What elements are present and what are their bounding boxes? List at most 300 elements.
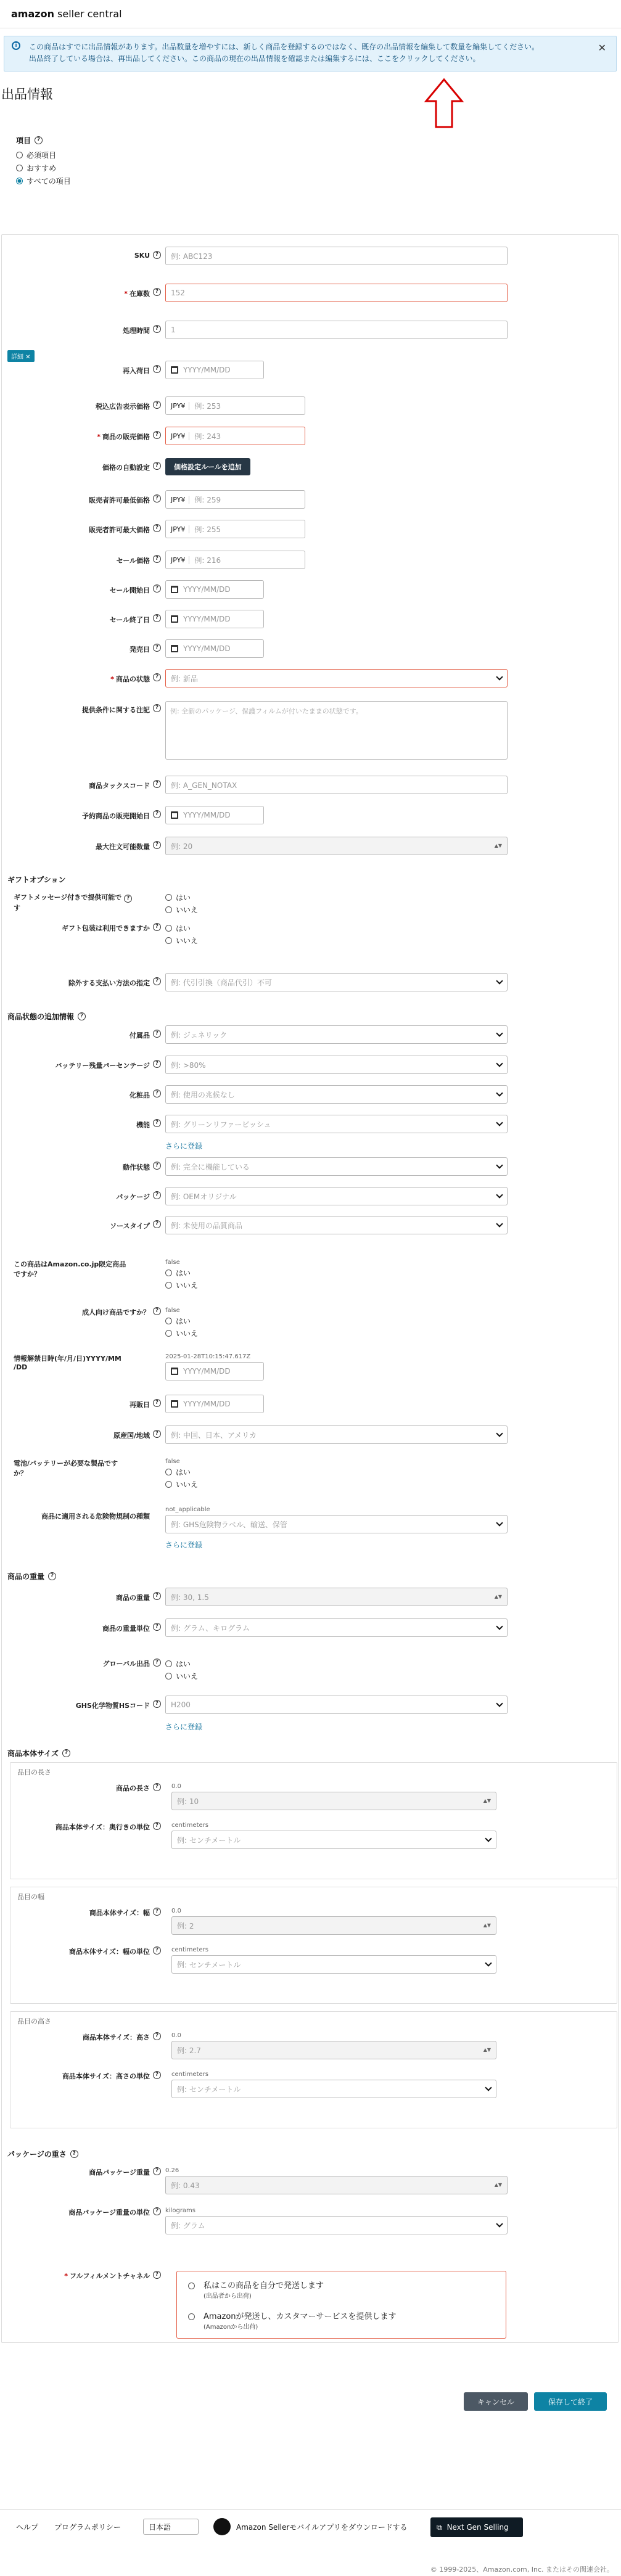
section-label: 商品状態の追加情報: [7, 1012, 75, 1021]
radio-label: いいえ: [176, 906, 199, 914]
package-weight-section-title: [7, 2149, 78, 2159]
quantity-input[interactable]: 152: [165, 284, 508, 302]
spinner-icon[interactable]: ▲▼: [483, 1922, 491, 1928]
list-price-input[interactable]: [165, 396, 305, 415]
calendar-icon[interactable]: [171, 1400, 178, 1408]
hazmat-select[interactable]: [165, 1515, 508, 1533]
option-label: 私はこの商品を自分で発送します: [204, 2281, 324, 2291]
help-icon[interactable]: ?: [153, 1946, 161, 1955]
height-unit-hint: centimeters: [171, 2071, 208, 2078]
chevron-down-icon: [496, 1519, 503, 1526]
sale-start-input[interactable]: [165, 580, 264, 599]
battery-required-radios: [165, 1467, 198, 1491]
chevron-down-icon: [496, 1430, 503, 1437]
section-label: 商品本体サイズ: [7, 1749, 59, 1758]
payment-exclusion-label: 除外する支払い方法の指定: [68, 979, 150, 987]
red-arrow-annotation: [424, 78, 464, 129]
adult-hint: false: [165, 1307, 180, 1314]
option-label: Amazonが発送し、カスタマーサービスを提供します: [204, 2312, 397, 2321]
date-placeholder: YYYY/MM/DD: [183, 366, 231, 374]
select-value: 例: 未使用の品質商品: [171, 1221, 242, 1230]
hazmat-hint: not_applicable: [165, 1506, 210, 1513]
logo-main: amazon: [11, 8, 54, 20]
calendar-icon[interactable]: [171, 811, 178, 819]
reorder-date-input[interactable]: [165, 1395, 264, 1413]
tax-code-input[interactable]: 例: A_GEN_NOTAX: [165, 776, 508, 794]
help-icon[interactable]: ?: [153, 1783, 161, 1791]
language-value: 日本語: [149, 2523, 171, 2532]
add-more-link[interactable]: さらに登録: [165, 1541, 203, 1549]
page-title: 出品情報: [1, 88, 53, 102]
spinner-icon[interactable]: ▲▼: [483, 1798, 491, 1803]
help-link[interactable]: ヘルプ: [16, 2523, 39, 2532]
cosmetic-select[interactable]: [165, 1085, 508, 1104]
help-icon[interactable]: ?: [153, 1623, 161, 1631]
number-placeholder: 例: 2.7: [177, 2046, 201, 2055]
release-date-input[interactable]: [165, 639, 264, 658]
min-price-label: 販売者許可最低価格: [89, 496, 150, 504]
width-hint: 0.0: [171, 1908, 181, 1914]
battery-select[interactable]: [165, 1056, 508, 1074]
gift-message-radios: [165, 892, 198, 917]
condition-label-text: 商品の状態: [116, 675, 150, 683]
sku-input[interactable]: 例: ABC123: [165, 247, 508, 265]
condition-note-label: 提供条件に関する注記: [82, 706, 150, 714]
height-unit-select[interactable]: [171, 2080, 496, 2098]
mode-option-label: おすすめ: [27, 164, 57, 173]
help-icon[interactable]: ?: [153, 462, 161, 470]
radio-label: いいえ: [176, 1480, 199, 1489]
weight-unit-select[interactable]: [165, 1618, 508, 1637]
chevron-down-icon: [496, 1030, 503, 1036]
select-value: 例: >80%: [171, 1060, 206, 1070]
package-weight-unit-label: 商品パッケージ重量の単位: [68, 2209, 150, 2217]
chevron-down-icon: [496, 1191, 503, 1198]
help-icon[interactable]: ?: [153, 1307, 161, 1315]
weight-unit-label: 商品の重量単位: [102, 1625, 150, 1633]
help-icon[interactable]: ?: [153, 923, 161, 931]
help-icon[interactable]: ?: [78, 1012, 86, 1020]
weight-value-input[interactable]: [165, 1588, 508, 1606]
help-icon[interactable]: ?: [153, 644, 161, 652]
help-icon[interactable]: ?: [153, 2071, 161, 2079]
help-icon[interactable]: ?: [153, 1908, 161, 1916]
help-icon[interactable]: ?: [153, 401, 161, 409]
operation-select[interactable]: [165, 1157, 508, 1176]
operation-label: 動作状態: [123, 1163, 150, 1171]
number-placeholder: 例: 0.43: [171, 2181, 200, 2190]
list-price-label: 税込広告表示価格: [96, 403, 150, 411]
mode-option-recommended[interactable]: [16, 163, 71, 173]
radio-icon[interactable]: [165, 1270, 172, 1276]
width-title: 品目の幅: [17, 1893, 44, 1901]
your-price-input[interactable]: [165, 427, 305, 445]
info-update-label-2: /DD: [14, 1363, 28, 1371]
radio-icon[interactable]: [165, 1469, 172, 1475]
save-and-finish-button[interactable]: 保存して終了: [534, 2392, 607, 2411]
battery-required-label-1: 電池/バッテリーが必要な製品です: [14, 1459, 118, 1467]
mode-option-label: すべての項目: [27, 177, 71, 186]
radio-icon[interactable]: [165, 925, 172, 932]
battery-required-label: [14, 1458, 162, 1478]
radio-icon[interactable]: [188, 2283, 195, 2289]
chevron-down-icon: [496, 1060, 503, 1067]
ghs-select[interactable]: [165, 1696, 508, 1714]
exclusive-label: [14, 1259, 162, 1279]
length-unit-select[interactable]: [171, 1831, 496, 1849]
info-alert: [4, 36, 617, 72]
radio-icon[interactable]: [165, 937, 172, 944]
help-icon[interactable]: ?: [35, 136, 43, 144]
radio-icon[interactable]: [165, 1318, 172, 1324]
radio-label: はい: [176, 1317, 191, 1326]
adult-radios: [165, 1316, 198, 1340]
reorder-date-label: 再販日: [130, 1401, 150, 1409]
radio-icon[interactable]: [16, 165, 23, 171]
condition-label: * 商品の状態: [110, 675, 150, 683]
tax-code-label: 商品タックスコード: [89, 782, 150, 790]
exclusive-radios: [165, 1268, 198, 1292]
gift-wrap-label: ギフト包装は利用できますか: [62, 924, 150, 932]
adult-label: 成人向け商品ですか？: [82, 1308, 150, 1316]
handling-time-input[interactable]: 1: [165, 321, 508, 339]
select-value: 例: センチメートル: [177, 2085, 241, 2094]
length-panel: [10, 1762, 617, 1879]
close-icon[interactable]: ✕: [598, 42, 606, 54]
radio-icon[interactable]: [165, 906, 172, 913]
number-placeholder: 例: 30, 1.5: [171, 1593, 209, 1602]
field-mode-selector: [16, 135, 71, 189]
radio-icon[interactable]: [165, 1481, 172, 1488]
origin-label: 原産国/地域: [113, 1432, 150, 1440]
help-icon[interactable]: ?: [153, 494, 161, 502]
help-icon[interactable]: ?: [153, 1399, 161, 1407]
length-title: 品目の長さ: [17, 1768, 51, 1776]
amazon-seller-central-logo[interactable]: [11, 8, 122, 20]
help-icon[interactable]: ?: [153, 1822, 161, 1830]
width-unit-hint: centimeters: [171, 1946, 208, 1953]
height-panel: [10, 2011, 617, 2128]
chevron-down-icon: [496, 1119, 503, 1126]
mobile-app-link[interactable]: Amazon Sellerモバイルアプリをダウンロードする: [236, 2523, 408, 2532]
height-value-input[interactable]: [171, 2041, 496, 2059]
radio-label: いいえ: [176, 1672, 199, 1681]
sale-price-label: セール価格: [116, 557, 150, 565]
length-value-label: 商品の長さ: [116, 1784, 150, 1792]
package-label: パッケージ: [116, 1193, 150, 1201]
chevron-down-icon: [496, 673, 503, 680]
radio-yes[interactable]: [165, 923, 198, 933]
gift-message-label: [14, 892, 162, 913]
info-icon: i: [12, 41, 20, 50]
cancel-button[interactable]: キャンセル: [464, 2392, 528, 2411]
width-value-input[interactable]: [171, 1916, 496, 1935]
battery-required-label-2: か？: [14, 1469, 27, 1477]
radio-label: はい: [176, 1269, 191, 1278]
help-icon[interactable]: ?: [153, 1089, 161, 1097]
source-label: ソースタイプ: [110, 1222, 150, 1230]
restock-date-label: 再入荷日: [123, 367, 150, 375]
help-icon[interactable]: ?: [153, 2271, 161, 2279]
section-label: 商品の重量: [7, 1572, 45, 1581]
radio-icon[interactable]: [165, 1330, 172, 1337]
height-hint: 0.0: [171, 2032, 181, 2039]
cosmetic-label: 化粧品: [130, 1091, 150, 1099]
help-icon[interactable]: ?: [153, 2207, 161, 2215]
exclusive-label-2: ですか？: [14, 1270, 41, 1278]
select-value: 例: センチメートル: [177, 1960, 241, 1969]
help-icon[interactable]: ?: [153, 1592, 161, 1600]
select-value: 例: グリーンリファービッシュ: [171, 1120, 271, 1129]
calendar-icon[interactable]: [171, 366, 178, 374]
hazmat-label: 商品に適用される危険物規制の種類: [41, 1512, 150, 1520]
radio-label: いいえ: [176, 1329, 199, 1338]
radio-no[interactable]: [165, 1671, 198, 1681]
spinner-icon[interactable]: ▲▼: [494, 2182, 502, 2188]
info-update-label: [14, 1353, 162, 1371]
currency-prefix: JPY¥: [171, 525, 189, 533]
radio-no[interactable]: [165, 904, 198, 915]
package-weight-unit-select[interactable]: [165, 2216, 508, 2234]
accessories-select[interactable]: [165, 1025, 508, 1044]
footer: [0, 2509, 621, 2576]
sale-price-input[interactable]: [165, 551, 305, 569]
payment-exclusion-select[interactable]: [165, 973, 508, 991]
chevron-down-icon: [496, 1623, 503, 1630]
currency-prefix: JPY¥: [171, 496, 189, 504]
radio-no[interactable]: [165, 935, 198, 946]
mode-option-all[interactable]: [16, 176, 71, 186]
radio-yes[interactable]: [165, 1268, 198, 1278]
origin-select[interactable]: [165, 1425, 508, 1444]
number-placeholder: 例: 20: [171, 842, 193, 851]
global-radios: [165, 1659, 198, 1683]
fulfillment-merchant-option[interactable]: [188, 2279, 495, 2300]
global-label: グローバル出品: [102, 1660, 150, 1668]
radio-icon[interactable]: [165, 1660, 172, 1667]
currency-prefix: JPY¥: [171, 402, 189, 410]
radio-icon[interactable]: [165, 1673, 172, 1680]
source-select[interactable]: [165, 1216, 508, 1234]
radio-label: いいえ: [176, 937, 199, 945]
radio-label: いいえ: [176, 1281, 199, 1290]
radio-yes[interactable]: [165, 1467, 198, 1477]
add-more-link[interactable]: さらに登録: [165, 1723, 203, 1731]
chevron-down-icon: [496, 2220, 503, 2227]
mode-label-row: [16, 135, 71, 146]
number-placeholder: 例: 2: [177, 1921, 194, 1930]
date-placeholder: YYYY/MM/DD: [183, 585, 231, 594]
sale-end-label: セール終了日: [109, 616, 150, 624]
option-sublabel: (Amazonから出荷): [204, 2324, 258, 2331]
length-value-input[interactable]: [171, 1792, 496, 1810]
spinner-icon[interactable]: ▲▼: [494, 843, 502, 848]
calendar-icon[interactable]: [171, 615, 178, 623]
calendar-icon[interactable]: [171, 645, 178, 652]
copyright: © 1999-2025、Amazon.com, Inc. またはその関連会社。: [430, 2566, 614, 2574]
exclusive-label-1: この商品はAmazon.co.jp限定商品: [14, 1260, 126, 1268]
language-select[interactable]: [143, 2519, 199, 2535]
radio-icon[interactable]: [165, 894, 172, 901]
radio-label: はい: [176, 893, 191, 902]
select-value: 例: OEMオリジナル: [171, 1192, 237, 1201]
width-unit-select[interactable]: [171, 1955, 496, 1974]
price-placeholder: 例: 255: [194, 525, 221, 534]
radio-label: はい: [176, 1468, 191, 1477]
chevron-down-icon: [485, 1835, 491, 1842]
battery-label: バッテリー残量パーセンテージ: [55, 1062, 150, 1070]
next-gen-selling-button[interactable]: [430, 2517, 523, 2537]
package-weight-input[interactable]: [165, 2176, 508, 2194]
min-price-input[interactable]: [165, 490, 305, 509]
gift-message-label-1: ギフトメッセージ付きで提供可能で: [14, 893, 122, 901]
max-price-input[interactable]: [165, 520, 305, 538]
price-placeholder: 例: 259: [194, 495, 221, 504]
next-gen-label: Next Gen Selling: [446, 2523, 509, 2532]
accessories-label: 付属品: [130, 1032, 150, 1040]
gift-section-title: ギフトオプション: [7, 876, 66, 884]
chevron-down-icon: [496, 1220, 503, 1227]
help-icon[interactable]: ?: [153, 2032, 161, 2040]
max-order-input[interactable]: [165, 837, 508, 855]
radio-icon[interactable]: [188, 2313, 195, 2320]
info-update-input[interactable]: [165, 1362, 264, 1380]
info-update-label-1: 情報解禁日時(年/月/日)YYYY/MM: [14, 1355, 121, 1363]
help-icon[interactable]: ?: [124, 895, 132, 903]
sku-label: SKU: [134, 252, 150, 260]
spinner-icon[interactable]: ▲▼: [483, 2047, 491, 2053]
calendar-icon[interactable]: [171, 1368, 178, 1375]
package-select[interactable]: [165, 1187, 508, 1205]
program-policy-link[interactable]: プログラムポリシー: [54, 2523, 121, 2532]
radio-yes[interactable]: [165, 1316, 198, 1326]
condition-note-textarea[interactable]: 例: 全新のパッケージ、保護フィルムが付いたままの状態です。: [165, 701, 508, 760]
date-placeholder: YYYY/MM/DD: [183, 1400, 231, 1408]
select-value: 例: GHS危険物ラベル、輸送、保管: [171, 1520, 287, 1529]
restock-date-input[interactable]: [165, 361, 264, 379]
ghs-label: GHS化学物質HSコード: [75, 1702, 150, 1710]
select-value: 例: センチメートル: [177, 1836, 241, 1845]
fulfillment-label: * フルフィルメントチャネル: [64, 2272, 150, 2280]
width-panel: [10, 1887, 617, 2004]
radio-yes[interactable]: [165, 1659, 198, 1669]
help-icon[interactable]: ?: [48, 1572, 56, 1580]
help-icon[interactable]: ?: [153, 1119, 161, 1127]
add-pricing-rule-button[interactable]: 価格設定ルールを追加: [165, 458, 250, 475]
currency-prefix: JPY¥: [171, 556, 189, 564]
section-label: パッケージの重さ: [7, 2150, 67, 2159]
battery-required-hint: false: [165, 1458, 180, 1465]
radio-icon[interactable]: [165, 1282, 172, 1289]
length-hint: 0.0: [171, 1783, 181, 1790]
select-value: 例: グラム: [171, 2221, 205, 2230]
gift-wrap-radios: [165, 923, 198, 948]
help-icon[interactable]: ?: [153, 1430, 161, 1438]
help-icon[interactable]: ?: [153, 2167, 161, 2175]
select-value: 例: ジェネリック: [171, 1030, 228, 1040]
help-icon[interactable]: ?: [153, 431, 161, 439]
help-icon[interactable]: ?: [153, 555, 161, 563]
radio-no[interactable]: [165, 1328, 198, 1339]
height-title: 品目の高さ: [17, 2017, 51, 2025]
help-icon[interactable]: ?: [153, 841, 161, 849]
dimensions-section-title: [7, 1748, 70, 1758]
sale-end-input[interactable]: [165, 610, 264, 628]
auto-pricing-label: 価格の自動設定: [102, 464, 150, 472]
help-icon[interactable]: ?: [153, 1060, 161, 1068]
help-icon[interactable]: ?: [153, 977, 161, 985]
weight-value-label: 商品の重量: [116, 1594, 150, 1602]
advanced-badge[interactable]: 詳細 ✕: [7, 350, 35, 362]
radio-icon[interactable]: [16, 152, 23, 158]
help-icon[interactable]: ?: [153, 1191, 161, 1199]
radio-label: はい: [176, 924, 191, 933]
help-icon[interactable]: ?: [153, 1659, 161, 1667]
radio-yes[interactable]: [165, 892, 198, 903]
chevron-down-icon: [496, 977, 503, 984]
radio-selected-icon[interactable]: [16, 178, 23, 184]
preorder-date-input[interactable]: [165, 806, 264, 824]
help-icon[interactable]: ?: [153, 673, 161, 681]
help-icon[interactable]: ?: [153, 585, 161, 593]
condition-details-title: [7, 1011, 86, 1022]
help-icon[interactable]: ?: [153, 810, 161, 818]
help-icon[interactable]: ?: [153, 251, 161, 259]
select-value: 例: 新品: [171, 674, 198, 683]
chevron-down-icon: [485, 2084, 491, 2091]
chevron-down-icon: [496, 1700, 503, 1707]
select-value: 例: グラム、キログラム: [171, 1623, 250, 1633]
help-icon[interactable]: ?: [153, 780, 161, 788]
logo-sub: seller central: [54, 8, 122, 20]
mobile-app-icon: [213, 2518, 231, 2535]
radio-no[interactable]: [165, 1280, 198, 1290]
condition-select[interactable]: [165, 669, 508, 687]
help-icon[interactable]: ?: [153, 1220, 161, 1228]
spinner-icon[interactable]: ▲▼: [494, 1594, 502, 1599]
radio-no[interactable]: [165, 1479, 198, 1490]
select-value: 例: 代引引換（商品代引）不可: [171, 978, 272, 987]
fulfillment-amazon-option[interactable]: [188, 2310, 495, 2331]
help-icon[interactable]: ?: [153, 1700, 161, 1708]
fulfillment-options: [176, 2271, 506, 2339]
help-icon[interactable]: ?: [153, 524, 161, 532]
currency-prefix: JPY¥: [171, 432, 189, 440]
fulfillment-label-text: フルフィルメントチャネル: [69, 2272, 150, 2280]
info-update-hint: 2025-01-28T10:15:47.617Z: [165, 1353, 251, 1360]
quantity-label: * 在庫数: [124, 290, 150, 298]
help-icon[interactable]: ?: [62, 1749, 70, 1757]
help-icon[interactable]: ?: [153, 288, 161, 296]
package-weight-hint: 0.26: [165, 2167, 179, 2174]
help-icon[interactable]: ?: [70, 2150, 78, 2158]
calendar-icon[interactable]: [171, 586, 178, 593]
help-icon[interactable]: ?: [153, 325, 161, 333]
alert-line-2[interactable]: 出品終了している場合は、再出品してください。この商品の現在の出品情報を確認または編集するには、ここをクリックしてください。: [29, 54, 480, 63]
help-icon[interactable]: ?: [153, 365, 161, 373]
weight-section-title: [7, 1571, 56, 1581]
help-icon[interactable]: ?: [153, 1162, 161, 1170]
add-more-link[interactable]: さらに登録: [165, 1142, 203, 1151]
exclusive-hint: false: [165, 1259, 180, 1266]
max-order-label: 最大注文可能数量: [96, 843, 150, 851]
help-icon[interactable]: ?: [153, 1030, 161, 1038]
help-icon[interactable]: ?: [153, 614, 161, 622]
sale-start-label: セール開始日: [109, 586, 150, 594]
help-icon[interactable]: ?: [153, 704, 161, 712]
mode-option-required[interactable]: [16, 150, 71, 160]
function-select[interactable]: [165, 1115, 508, 1133]
